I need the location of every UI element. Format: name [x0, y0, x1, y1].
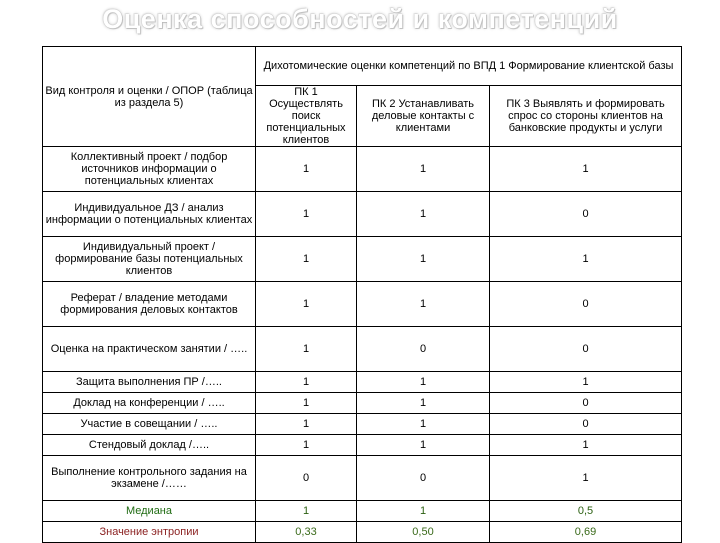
cell-value: 1	[256, 414, 357, 435]
cell-value: 1	[357, 414, 490, 435]
competency-header-3: ПК 3 Выявлять и формировать спрос со стороны клиентов на банковские продукты и услуги	[490, 86, 682, 147]
slide-title: Оценка способностей и компетенций	[102, 4, 618, 34]
cell-value: 1	[490, 237, 682, 282]
table-row	[43, 327, 682, 372]
cell-value: 1	[256, 237, 357, 282]
cell-value: 1	[490, 372, 682, 393]
row-label: Реферат / владение методами формирования деловых контактов	[43, 282, 256, 327]
criteria-header: Вид контроля и оценки / ОПОР (таблица из раздела 5)	[43, 47, 256, 147]
table-row	[43, 372, 682, 393]
median-row	[43, 501, 682, 522]
cell-value: 1	[490, 147, 682, 192]
row-label: Стендовый доклад /…..	[43, 435, 256, 456]
cell-value: 1	[357, 237, 490, 282]
median-value: 0,5	[490, 501, 682, 522]
cell-value: 1	[357, 372, 490, 393]
cell-value: 1	[490, 435, 682, 456]
cell-value: 1	[357, 282, 490, 327]
cell-value: 0	[357, 456, 490, 501]
table-row	[43, 147, 682, 192]
table-row	[43, 456, 682, 501]
cell-value: 1	[490, 456, 682, 501]
cell-value: 1	[357, 435, 490, 456]
cell-value: 1	[256, 282, 357, 327]
row-label: Доклад на конференции / …..	[43, 393, 256, 414]
entropy-label: Значение энтропии	[43, 522, 256, 543]
entropy-value: 0,33	[256, 522, 357, 543]
median-value: 1	[357, 501, 490, 522]
cell-value: 1	[256, 372, 357, 393]
cell-value: 1	[256, 147, 357, 192]
cell-value: 0	[490, 393, 682, 414]
row-label: Выполнение контрольного задания на экзамене /……	[43, 456, 256, 501]
cell-value: 1	[256, 393, 357, 414]
row-label: Индивидуальный проект / формирование базы потенциальных клиентов	[43, 237, 256, 282]
row-label: Коллективный проект / подбор источников информации о потенциальных клиентах	[43, 147, 256, 192]
competency-header-2: ПК 2 Устанавливать деловые контакты с клиентами	[357, 86, 490, 147]
group-header: Дихотомические оценки компетенций по ВПД 1 Формирование клиентской базы	[256, 47, 682, 86]
competency-table	[42, 46, 682, 543]
row-label: Оценка на практическом занятии / …..	[43, 327, 256, 372]
cell-value: 0	[490, 192, 682, 237]
cell-value: 0	[490, 282, 682, 327]
entropy-value: 0,50	[357, 522, 490, 543]
table-row	[43, 393, 682, 414]
table-row	[43, 435, 682, 456]
row-label: Участие в совещании / …..	[43, 414, 256, 435]
cell-value: 1	[256, 435, 357, 456]
competency-header-1: ПК 1 Осуществлять поиск потенциальных клиентов	[256, 86, 357, 147]
cell-value: 0	[256, 456, 357, 501]
median-label: Медиана	[43, 501, 256, 522]
row-label: Индивидуальное ДЗ / анализ информации о потенциальных клиентах	[43, 192, 256, 237]
cell-value: 0	[357, 327, 490, 372]
table-row	[43, 192, 682, 237]
cell-value: 0	[490, 327, 682, 372]
table-row	[43, 282, 682, 327]
row-label: Защита выполнения ПР /…..	[43, 372, 256, 393]
cell-value: 0	[490, 414, 682, 435]
table-row	[43, 237, 682, 282]
cell-value: 1	[256, 327, 357, 372]
median-value: 1	[256, 501, 357, 522]
cell-value: 1	[357, 147, 490, 192]
cell-value: 1	[256, 192, 357, 237]
cell-value: 1	[357, 192, 490, 237]
cell-value: 1	[357, 393, 490, 414]
entropy-row	[43, 522, 682, 543]
table-row	[43, 414, 682, 435]
entropy-value: 0,69	[490, 522, 682, 543]
